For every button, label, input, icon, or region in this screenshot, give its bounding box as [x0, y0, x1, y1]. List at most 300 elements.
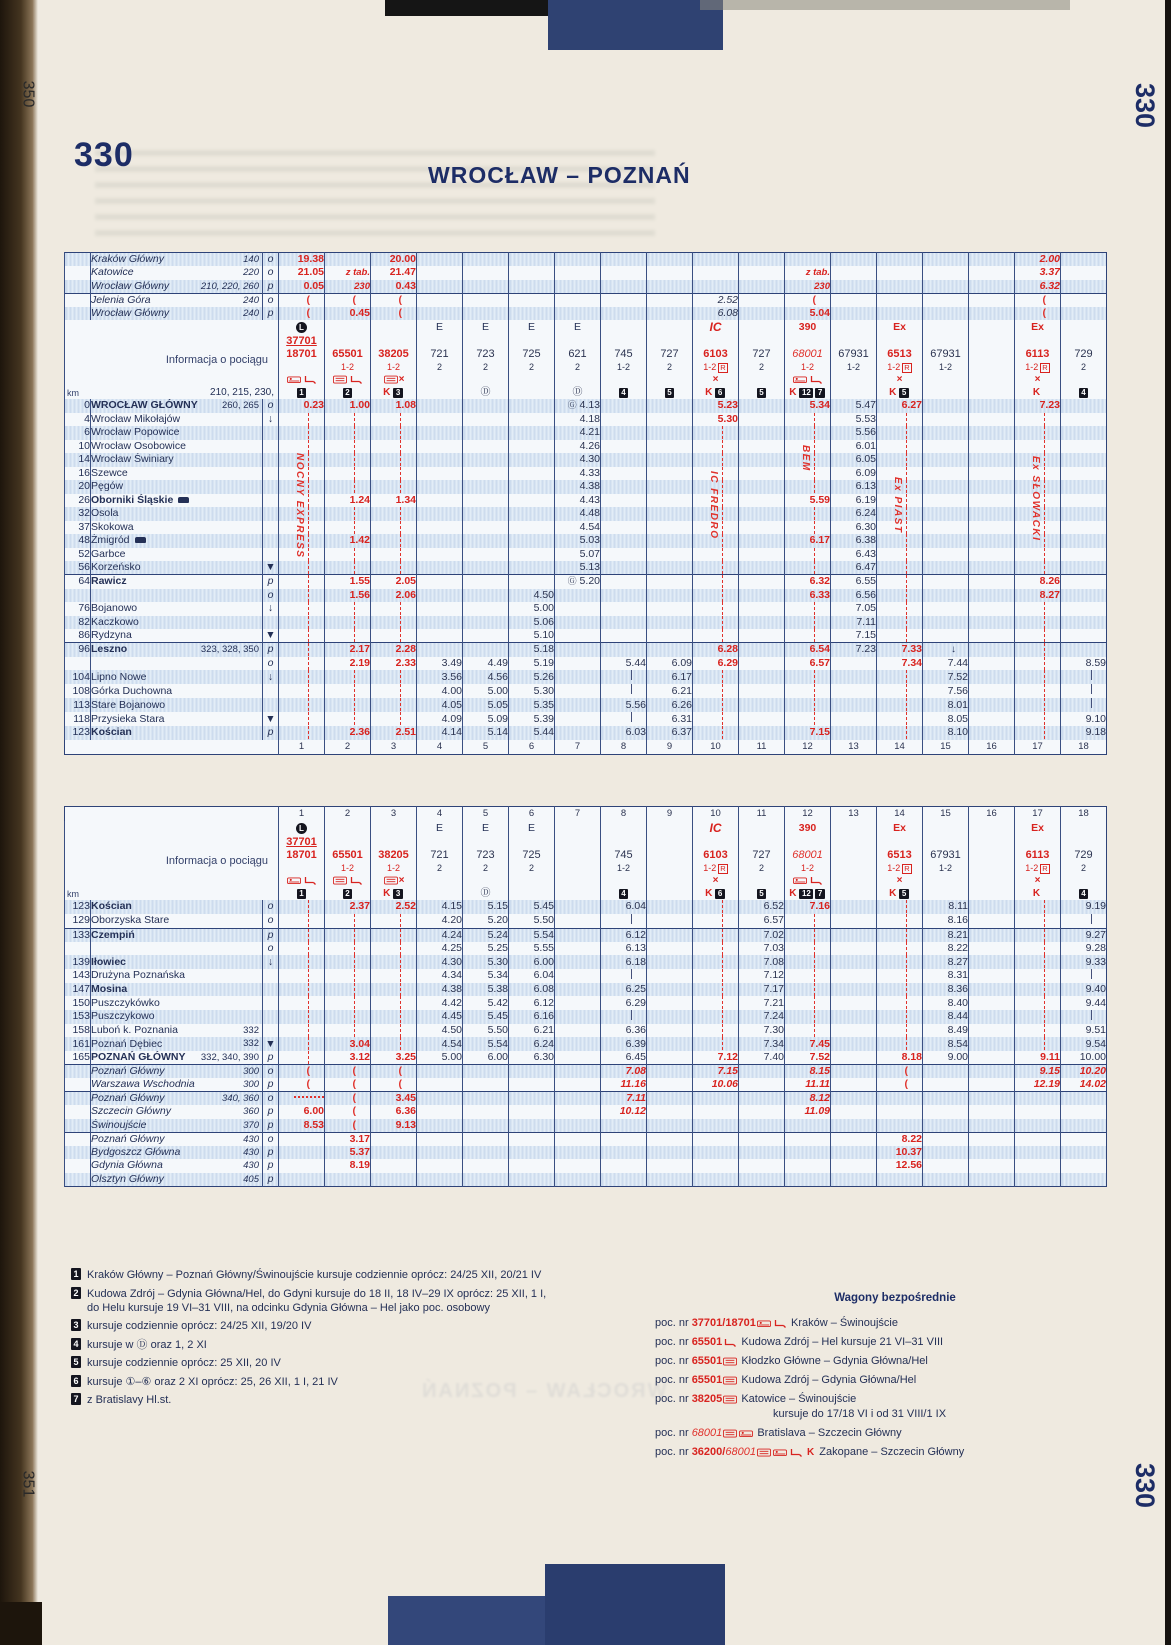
express-pass-mark	[308, 1024, 309, 1037]
station-cell	[91, 589, 263, 603]
time-cell	[1015, 942, 1061, 956]
time-cell	[325, 293, 371, 307]
connection-bracket: (	[306, 306, 310, 319]
time-cell: 6.28	[693, 643, 739, 657]
express-pass-mark	[1044, 712, 1045, 725]
time-cell	[877, 969, 923, 983]
time-cell: 5.50	[463, 1024, 509, 1038]
express-pass-mark	[308, 996, 309, 1009]
footnote-box: 5	[757, 889, 766, 899]
time-cell	[647, 507, 693, 521]
time-cell	[647, 602, 693, 616]
route-numbers: 340, 360	[222, 1093, 259, 1105]
time-cell	[371, 616, 417, 630]
time-cell: 7.03	[739, 942, 785, 956]
time-cell	[785, 521, 831, 535]
time-cell	[739, 440, 785, 454]
express-pass-mark	[308, 684, 309, 697]
time-cell	[371, 712, 417, 726]
station-cell: Stare Bojanowo	[91, 698, 263, 712]
time-cell	[279, 1078, 325, 1092]
time-cell	[555, 253, 601, 267]
time-cell	[325, 426, 371, 440]
time-cell	[739, 293, 785, 307]
time-cell	[555, 1010, 601, 1024]
time-cell	[1015, 1037, 1061, 1051]
time-cell	[279, 1010, 325, 1024]
connection-bracket: (	[1042, 306, 1046, 319]
pass-through-mark	[1091, 969, 1092, 979]
express-pass-mark	[722, 534, 723, 547]
station-row	[65, 684, 1107, 698]
express-pass-mark	[814, 426, 815, 439]
train-column-empty	[969, 821, 1015, 900]
time-cell	[831, 698, 877, 712]
time-cell	[1061, 643, 1107, 657]
express-pass-mark	[814, 670, 815, 683]
time-cell	[739, 643, 785, 657]
time-cell	[371, 534, 417, 548]
time-cell	[785, 1119, 831, 1133]
time-cell	[1015, 914, 1061, 929]
express-pass-mark	[308, 1010, 309, 1023]
time-cell	[1061, 521, 1107, 535]
train-column-empty	[969, 320, 1015, 399]
time-cell	[923, 413, 969, 427]
time-cell	[555, 280, 601, 294]
time-cell	[647, 1146, 693, 1160]
time-cell	[417, 1146, 463, 1160]
station-cell: Poznań Główny 430	[91, 1132, 263, 1146]
time-cell: 4.43	[555, 494, 601, 508]
column-number: 16	[969, 807, 1015, 822]
time-cell	[601, 521, 647, 535]
time-cell: 6.09	[647, 657, 693, 671]
express-pass-mark	[814, 983, 815, 996]
time-cell	[739, 280, 785, 294]
express-pass-mark	[814, 561, 815, 574]
time-cell	[1015, 643, 1061, 657]
direct-car-line: poc. nr 38205 Katowice – Świnoujście kursuje do 17/18 VI i od 31 VIII/1 IX	[655, 1393, 947, 1420]
time-cell	[647, 575, 693, 589]
time-cell	[555, 643, 601, 657]
time-cell	[647, 1051, 693, 1065]
express-pass-mark	[354, 969, 355, 982]
footnote-box: 5	[665, 388, 674, 398]
time-cell	[325, 1105, 371, 1119]
time-cell	[463, 507, 509, 521]
time-cell	[693, 928, 739, 942]
time-cell	[831, 969, 877, 983]
express-pass-mark	[308, 929, 309, 942]
time-cell: 7.11	[601, 1092, 647, 1106]
couchette-icon	[333, 375, 347, 384]
arrival-departure-cell: p	[263, 643, 279, 657]
time-cell	[463, 280, 509, 294]
column-number: 8	[601, 740, 647, 755]
km-cell: 86	[65, 629, 91, 643]
column-number: 13	[831, 807, 877, 822]
pass-through-mark	[631, 712, 632, 722]
km-cell	[65, 293, 91, 307]
time-cell	[463, 1146, 509, 1160]
footnote-box: 4	[619, 889, 628, 899]
time-cell	[1061, 1132, 1107, 1146]
time-cell	[969, 698, 1015, 712]
express-pass-mark	[400, 453, 401, 466]
time-cell	[969, 1037, 1015, 1051]
time-cell	[463, 467, 509, 481]
station-cell: Drużyna Poznańska	[91, 969, 263, 983]
express-pass-mark	[1044, 969, 1045, 982]
time-cell	[831, 900, 877, 914]
express-pass-mark	[354, 996, 355, 1009]
time-cell	[647, 1132, 693, 1146]
footnote: 3 kursuje codziennie oprócz: 24/25 XII, 19/20 IV	[70, 1319, 655, 1333]
connection-bracket: (	[352, 1092, 356, 1105]
station-row	[65, 670, 1107, 684]
time-cell: 6.25	[601, 983, 647, 997]
column-number: 15	[923, 740, 969, 755]
time-cell	[325, 1078, 371, 1092]
time-cell	[923, 253, 969, 267]
time-cell	[831, 307, 877, 321]
arrival-departure-cell: ↓	[263, 955, 279, 969]
time-cell: 11.16	[601, 1078, 647, 1092]
arrival-departure-cell: ▼	[263, 561, 279, 575]
direct-cars-block	[655, 1292, 1135, 1464]
time-cell	[647, 467, 693, 481]
arrival-departure-cell: o	[263, 253, 279, 267]
time-cell: 5.18	[509, 643, 555, 657]
time-cell: 12.56	[877, 1159, 923, 1173]
express-pass-mark	[308, 575, 309, 588]
time-cell	[785, 942, 831, 956]
footnote-box: 1	[297, 388, 306, 398]
time-cell: 230	[325, 280, 371, 294]
time-cell	[601, 467, 647, 481]
time-cell: 3.12	[325, 1051, 371, 1065]
express-pass-mark	[722, 983, 723, 996]
time-cell	[555, 1024, 601, 1038]
time-cell	[325, 413, 371, 427]
time-cell	[739, 670, 785, 684]
time-cell	[831, 942, 877, 956]
express-pass-mark	[722, 453, 723, 466]
time-cell	[969, 1173, 1015, 1187]
train-column-header: IC 6103 1-2 R × K 6	[693, 821, 739, 900]
time-cell	[647, 1119, 693, 1133]
time-cell	[1061, 589, 1107, 603]
time-cell	[1061, 1010, 1107, 1024]
time-cell: 7.52	[785, 1051, 831, 1065]
time-cell	[601, 293, 647, 307]
time-cell: 7.15	[831, 629, 877, 643]
time-cell	[371, 969, 417, 983]
express-pass-mark	[906, 521, 907, 534]
time-cell	[923, 467, 969, 481]
seat-icon	[349, 375, 363, 384]
route-numbers: 430	[243, 1133, 259, 1145]
express-pass-mark	[722, 467, 723, 480]
arrival-departure-cell: o	[263, 914, 279, 929]
time-cell	[969, 969, 1015, 983]
column-number: 4	[417, 807, 463, 822]
time-cell	[693, 589, 739, 603]
train-number: 68001	[725, 1446, 756, 1458]
station-cell: Poznań Dębiec 332	[91, 1037, 263, 1051]
time-cell: 8.53	[279, 1119, 325, 1133]
express-pass-mark	[1044, 494, 1045, 507]
time-cell	[647, 307, 693, 321]
time-cell	[1061, 293, 1107, 307]
time-cell	[739, 1146, 785, 1160]
route-numbers: 260, 265	[222, 400, 259, 411]
time-cell	[831, 670, 877, 684]
time-cell	[739, 266, 785, 280]
column-number: 10	[693, 740, 739, 755]
time-cell	[417, 521, 463, 535]
train-number: 37701	[286, 836, 317, 848]
column-number: 12	[785, 807, 831, 822]
station-cell: Rydzyna	[91, 629, 263, 643]
time-cell: 5.25	[463, 942, 509, 956]
train-number: 6113	[1025, 348, 1050, 360]
train-column-header: E 723 2 Ⓓ	[463, 320, 509, 399]
station-cell: Górka Duchowna	[91, 684, 263, 698]
time-cell	[325, 684, 371, 698]
express-pass-mark	[354, 440, 355, 453]
express-pass-mark	[354, 983, 355, 996]
time-cell	[739, 616, 785, 630]
train-number: 65501	[691, 1355, 723, 1367]
time-cell	[555, 698, 601, 712]
time-cell: 6.38	[831, 534, 877, 548]
time-cell	[1015, 1010, 1061, 1024]
time-cell: 8.49	[923, 1024, 969, 1038]
time-cell	[739, 589, 785, 603]
station-cell: Jelenia Góra 240	[91, 293, 263, 307]
time-cell	[877, 1078, 923, 1092]
time-cell	[371, 670, 417, 684]
time-cell	[923, 602, 969, 616]
train-column-header: IC 6103 1-2 R × K 6	[693, 320, 739, 399]
time-cell: 7.15	[785, 726, 831, 740]
pass-through-mark	[631, 914, 632, 924]
time-cell	[371, 293, 417, 307]
time-cell	[739, 561, 785, 575]
km-cell: 32	[65, 507, 91, 521]
time-cell: 9.44	[1061, 996, 1107, 1010]
time-cell	[279, 643, 325, 657]
time-cell	[647, 494, 693, 508]
express-pass-mark	[308, 589, 309, 602]
time-cell	[509, 426, 555, 440]
time-cell	[279, 726, 325, 740]
column-number: 2	[325, 740, 371, 755]
time-cell	[647, 1010, 693, 1024]
time-cell	[279, 942, 325, 956]
pass-through-mark	[631, 969, 632, 979]
time-cell: 5.09	[463, 712, 509, 726]
time-cell	[601, 399, 647, 413]
time-cell	[279, 629, 325, 643]
station-cell: Puszczykówko	[91, 996, 263, 1010]
time-cell	[325, 955, 371, 969]
train-number: 18701	[286, 849, 317, 861]
pass-through-mark	[631, 670, 632, 680]
station-row	[65, 521, 1107, 535]
arrival-departure-cell	[263, 698, 279, 712]
time-cell	[877, 1010, 923, 1024]
connection-bracket: (	[306, 293, 310, 306]
express-pass-mark	[400, 996, 401, 1009]
time-cell	[555, 1078, 601, 1092]
train-column-header: 727 2 5	[739, 821, 785, 900]
express-pass-mark	[1044, 453, 1045, 466]
time-cell	[739, 1092, 785, 1106]
time-cell: 6.37	[647, 726, 693, 740]
time-cell	[693, 266, 739, 280]
time-cell	[785, 983, 831, 997]
footnote-box: 7	[71, 1393, 81, 1405]
book-gutter-shadow	[0, 0, 38, 1645]
express-pass-mark	[354, 1010, 355, 1023]
time-cell	[1061, 266, 1107, 280]
express-pass-mark	[906, 1037, 907, 1050]
time-cell: 5.05	[463, 698, 509, 712]
train-name-vertical: Ex PIAST	[892, 477, 903, 534]
express-pass-mark	[1044, 942, 1045, 955]
express-pass-mark	[906, 983, 907, 996]
time-cell	[969, 643, 1015, 657]
train-number: 725	[522, 348, 541, 360]
time-cell	[1061, 426, 1107, 440]
time-cell: 6.01	[831, 440, 877, 454]
footnote-box: 12	[799, 889, 813, 899]
express-pass-mark	[814, 942, 815, 955]
station-cell: Bydgoszcz Główna 430	[91, 1146, 263, 1160]
express-pass-mark	[308, 440, 309, 453]
time-cell	[463, 440, 509, 454]
time-cell	[371, 698, 417, 712]
station-row	[65, 534, 1107, 548]
pass-through-mark	[1091, 684, 1092, 694]
train-column-header: 38205 1-2 × K 3	[371, 320, 417, 399]
time-cell	[601, 534, 647, 548]
time-cell	[417, 1092, 463, 1106]
express-pass-mark	[1044, 616, 1045, 629]
time-cell	[371, 413, 417, 427]
station-row	[65, 293, 1107, 307]
express-pass-mark	[400, 602, 401, 615]
time-cell: 8.40	[923, 996, 969, 1010]
express-pass-mark	[814, 684, 815, 697]
time-cell: 4.56	[463, 670, 509, 684]
km-cell: 76	[65, 602, 91, 616]
arrival-departure-cell	[263, 548, 279, 562]
time-cell: 11.11	[785, 1078, 831, 1092]
express-pass-mark	[906, 589, 907, 602]
time-cell	[969, 494, 1015, 508]
express-pass-mark	[1044, 929, 1045, 942]
seat-icon	[789, 1448, 803, 1457]
express-pass-mark	[906, 629, 907, 642]
time-cell: 8.15	[785, 1065, 831, 1079]
time-cell	[739, 575, 785, 589]
train-column-header: Ex 6113 1-2 R × K	[1015, 320, 1061, 399]
express-pass-mark	[722, 1037, 723, 1050]
time-cell: 7.15	[693, 1065, 739, 1079]
express-pass-mark	[1044, 698, 1045, 711]
time-cell	[693, 900, 739, 914]
time-cell: 6.19	[831, 494, 877, 508]
express-pass-mark	[906, 480, 907, 493]
time-cell	[463, 521, 509, 535]
train-number: 721	[430, 849, 449, 861]
time-cell	[647, 900, 693, 914]
reservation-icon: R	[1042, 363, 1048, 372]
station-row	[65, 928, 1107, 942]
time-cell	[1061, 561, 1107, 575]
footnotes	[70, 1268, 655, 1412]
time-cell	[509, 534, 555, 548]
time-cell: 6.12	[601, 928, 647, 942]
time-cell	[647, 399, 693, 413]
time-cell	[693, 969, 739, 983]
time-cell: 4.26	[555, 440, 601, 454]
time-cell	[509, 575, 555, 589]
train-column-header: E 723 2 Ⓓ	[463, 821, 509, 900]
express-pass-mark	[308, 548, 309, 561]
time-cell	[601, 440, 647, 454]
time-cell: 5.56	[831, 426, 877, 440]
time-cell	[693, 983, 739, 997]
time-cell	[877, 280, 923, 294]
train-column-header: 745 1-2 4	[601, 320, 647, 399]
time-cell	[693, 684, 739, 698]
sleeping-car-icon	[773, 1448, 787, 1457]
time-cell	[647, 253, 693, 267]
time-cell: 6.27	[877, 399, 923, 413]
time-cell	[923, 521, 969, 535]
time-cell	[831, 712, 877, 726]
time-cell: 5.44	[509, 726, 555, 740]
station-row	[65, 983, 1107, 997]
time-cell: 7.44	[923, 657, 969, 671]
time-cell: 2.36	[325, 726, 371, 740]
express-pass-mark	[906, 698, 907, 711]
sleeping-car-icon	[287, 876, 301, 885]
express-pass-mark	[354, 507, 355, 520]
time-cell	[417, 440, 463, 454]
k-footnote: K	[889, 387, 897, 398]
connection-bracket: (	[904, 1078, 908, 1091]
time-cell: 8.27	[1015, 589, 1061, 603]
time-cell	[785, 698, 831, 712]
time-cell	[1061, 467, 1107, 481]
time-cell	[509, 266, 555, 280]
time-cell	[325, 1024, 371, 1038]
time-cell	[601, 307, 647, 321]
station-row	[65, 1092, 1107, 1106]
time-cell	[969, 440, 1015, 454]
time-cell: 6.29	[601, 996, 647, 1010]
route-title: WROCŁAW – POZNAŃ	[428, 162, 691, 188]
time-cell	[1015, 307, 1061, 321]
route-numbers: 240	[243, 294, 259, 306]
column-number: 11	[739, 807, 785, 822]
